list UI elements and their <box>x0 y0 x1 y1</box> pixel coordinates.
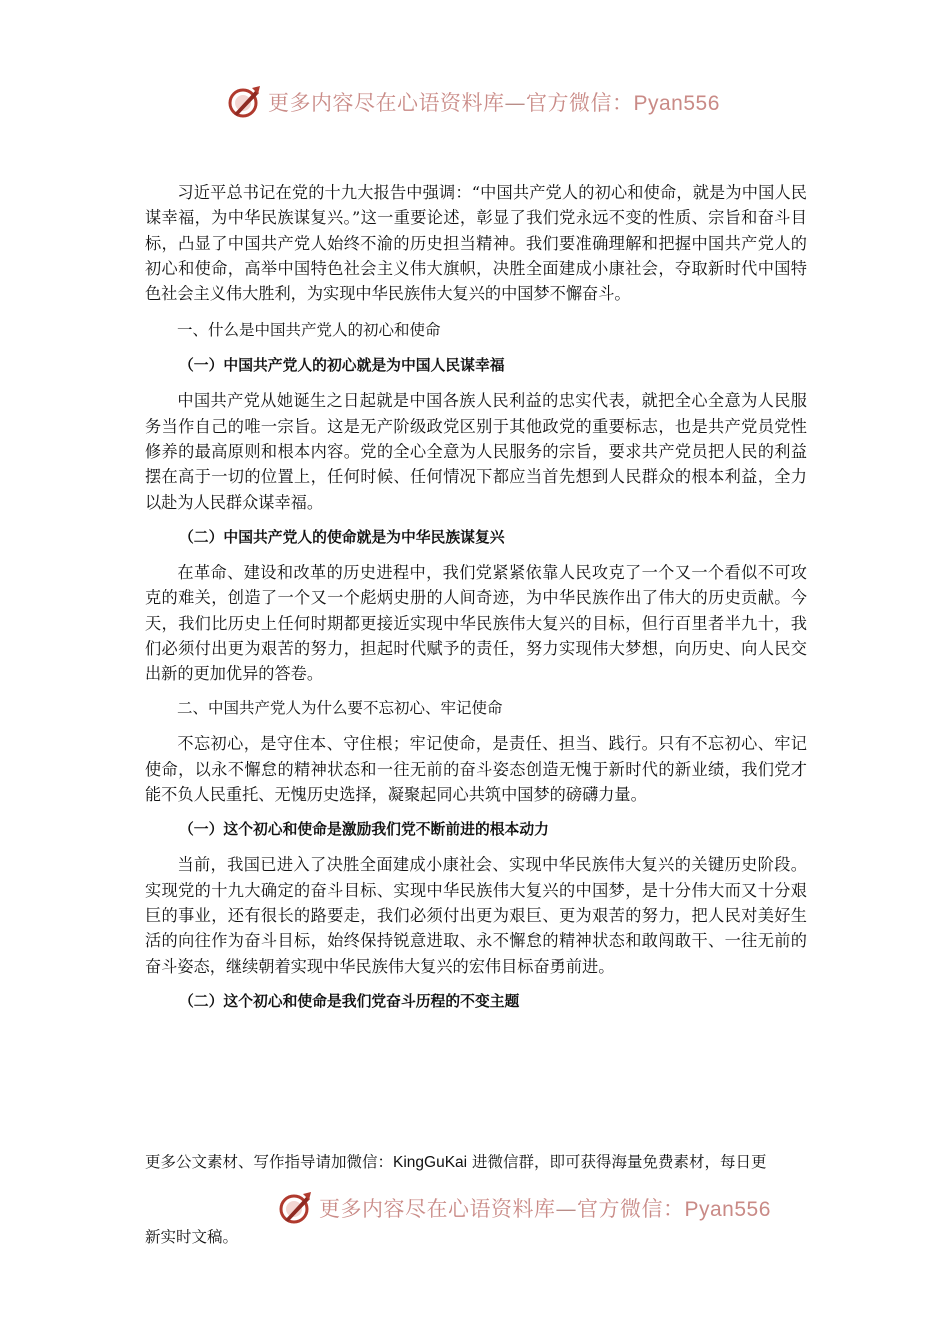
footer-note-suffix: 进微信群，即可获得海量免费素材，每日更 <box>467 1153 767 1171</box>
section-1-subheading-1: （一）中国共产党人的初心就是为中国人民谋幸福 <box>179 357 505 375</box>
watermark-library-name: 更多内容尽在心语资料库 <box>268 91 505 115</box>
watermark-wechat-label: 官方微信： <box>577 1197 685 1221</box>
watermark-wechat-label: 官方微信： <box>526 91 634 115</box>
section-2-paragraph-1: 当前，我国已进入了决胜全面建成小康社会、实现中华民族伟大复兴的关键历史阶段。实现党的十九大确定的奋斗目标、实现中华民族伟大复兴的中国梦，是十分伟大而又十分艰巨的事业，还有很长的路要走，我们必须付出更为艰巨、更为艰苦的努力，把人民对美好生活的向往作为奋斗目标，始终保持锐意进取、永不懈怠的精神状态和敢闯敢干、一往无前的奋斗姿态，继续朝着实现中华民族伟大复兴的宏伟目标奋勇前进。 <box>145 855 807 976</box>
document-body <box>145 180 807 1014</box>
section-1-subheading-2: （二）中国共产党人的使命就是为中华民族谋复兴 <box>179 528 505 546</box>
intro-paragraph: 习近平总书记在党的十九大报告中强调：“中国共产党人的初心和使命，就是为中国人民谋幸福，为中华民族谋复兴。”这一重要论述，彰显了我们党永远不变的性质、宗旨和奋斗目标，凸显了中国共产党人始终不渝的历史担当精神。我们要准确理解和把握中国共产党人的初心和使命，高举中国特色社会主义伟大旗帜，决胜全面建成小康社会，夺取新时代中国特色社会主义伟大胜利，为实现中华民族伟大复兴的中国梦不懈奋斗。 <box>145 183 807 304</box>
section-1-paragraph-1: 中国共产党从她诞生之日起就是中国各族人民利益的忠实代表，就把全心全意为人民服务当作自己的唯一宗旨。这是无产阶级政党区别于其他政党的重要标志，也是共产党员党性修养的最高原则和根本内容。党的全心全意为人民服务的宗旨，要求共产党员把人民的利益摆在高于一切的位置上，任何时候、任何情况下都应当首先想到人民群众的根本利益，全力以赴为人民群众谋幸福。 <box>145 391 807 512</box>
footer-note-end: 新实时文稿。 <box>145 1228 239 1246</box>
watermark-separator: — <box>504 91 526 115</box>
section-1-heading: 一、什么是中国共产党人的初心和使命 <box>177 321 441 340</box>
watermark-library-name: 更多内容尽在心语资料库 <box>319 1197 556 1221</box>
footer-note <box>145 1150 807 1175</box>
header-watermark <box>226 84 720 120</box>
footer-note-prefix: 更多公文素材、写作指导请加微信： <box>145 1153 394 1171</box>
footer-wechat-id: KingGuKai <box>393 1154 468 1171</box>
section-2-subheading-2: （二）这个初心和使命是我们党奋斗历程的不变主题 <box>179 992 520 1010</box>
watermark-wechat-id: Pyan556 <box>633 92 720 115</box>
watermark-wechat-id: Pyan556 <box>684 1198 771 1221</box>
section-2-intro-paragraph: 不忘初心，是守住本、守住根；牢记使命，是责任、担当、践行。只有不忘初心、牢记使命，以永不懈怠的精神状态和一往无前的奋斗姿态创造无愧于新时代的新业绩，我们党才能不负人民重托、无愧历史选择，凝聚起同心共筑中国梦的磅礴力量。 <box>145 734 807 805</box>
footer-watermark <box>277 1190 771 1226</box>
watermark-separator: — <box>555 1197 577 1221</box>
section-2-subheading-1: （一）这个初心和使命是激励我们党不断前进的根本动力 <box>179 821 549 839</box>
section-2-heading: 二、中国共产党人为什么要不忘初心、牢记使命 <box>177 699 503 718</box>
section-1-paragraph-2: 在革命、建设和改革的历史进程中，我们党紧紧依靠人民攻克了一个又一个看似不可攻克的难关，创造了一个又一个彪炳史册的人间奇迹，为中华民族作出了伟大的历史贡献。今天，我们比历史上任何时期都更接近实现中华民族伟大复兴的目标，但行百里者半九十，我们必须付出更为艰苦的努力，担起时代赋予的责任，努力实现伟大梦想，向历史、向人民交出新的更加优异的答卷。 <box>145 562 807 684</box>
pen-logo-icon <box>277 1190 313 1226</box>
watermark-text <box>268 87 720 117</box>
watermark-text <box>319 1193 771 1223</box>
pen-logo-icon <box>226 84 262 120</box>
